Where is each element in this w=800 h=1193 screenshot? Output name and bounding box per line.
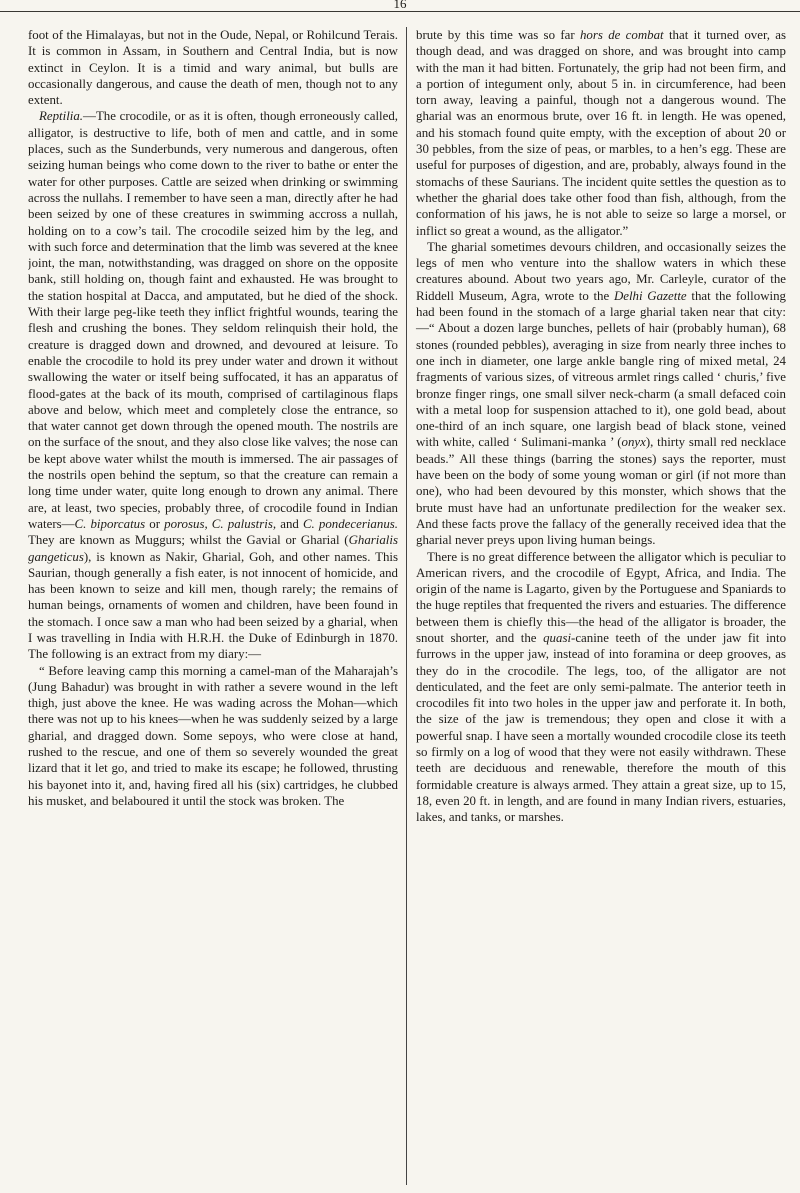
page-number: 16 — [393, 0, 407, 11]
paragraph-reptilia: Reptilia.—The crocodile, or as it is often, though erroneously called, alligator, is destructive to life, both of men and cattle, and in some places, such as the Sunderbunds, very numerous and dangerous, often seizing human beings who come down to the river to bathe or enter the water for other purposes. Cattle are seized when drinking or swimming across the nullahs. I remember to have seen a man, directly after he had been seized by one of these creatures in swimming accross a nullah, holding on to a cow’s tail. The crocodile seized him by the leg, and with such force and determination that the limb was severed at the knee joint, the man, notwithstanding, was dragged on shore on the opposite bank, still holding on, though faint and exhausted. He was brought to the station hospital at Dacca, and amputated, but he died of the shock. With their large peg-like teeth they inflict frightful wounds, tearing the flesh and crushing the bones. They seldom relinquish their hold, the creature is dragged down and drowned, and devoured at leisure. To enable the crocodile to hold its prey under water and drown it without swallowing the water or itself being suffocated, it has an apparatus of flood-gates at the back of its mouth, comprised of cartilaginous flaps above and below, which meet and completely close the entrance, so that water cannot get down through the opened mouth. The nostrils are on the surface of the snout, and they also close like valves; the nose can be kept above water whilst the mouth is immersed. The air passages of the nostrils open behind the septum, so that the creature can remain a long time under water, quite long enough to drown any animal. There are, at least, two species, probably three, of crocodile found in Indian waters—C. biporcatus or porosus, C. palustris, and C. pondecerianus. They are known as Muggurs; whilst the Gavial or Gharial (Gharialis gangeticus), is known as Nakir, Gharial, Goh, and other names. This Saurian, though generally a fish eater, is not innocent of homicide, and has been known to seize and kill men, though rarely; the remains of human beings, ornaments of women and children, have been found in the stomach. I once saw a man who had been seized by a gharial, when I was travelling in India with H.R.H. the Duke of Edinburgh in 1870. The following is an extract from my diary:— — [28, 109, 399, 662]
paragraph-diary-continued: brute by this time was so far hors de combat that it turned over, as though dead, and was dragged on shore, and was brought into camp with the man it had bitten. Fortunately, the grip had not been firm, and a portion of integument only, about 5 in. in circumference, had been torn away, leaving a painful, though not a dangerous wound. The gharial was an enormous brute, over 16 ft. in length. He was opened, and his stomach found quite empty, with the exception of about 20 or 30 pebbles, from the size of peas, or marbles, to a hen’s egg. These are useful for purposes of digestion, and are, probably, always found in the stomachs of these Saurians. The incident quite settles the question as to whether the gharial does take other food than fish, although, from the conformation of his jaws, he is not able to seize so large a morsel, or inflict so great a wound, as the alligator.” — [416, 28, 786, 238]
right-column — [407, 27, 786, 1185]
paragraph-alligator-vs-crocodile: There is no great difference between the alligator which is peculiar to American rivers, and the crocodile of Egypt, Africa, and India. The origin of the name is Lagarto, given by the Portuguese and Spaniards to the huge reptiles that frequented the rivers and estuaries. The difference between them is chiefly this—the head of the alligator is broader, the snout shorter, and the quasi-canine teeth of the under jaw fit into furrows in the upper jaw, instead of into foramina or deep grooves, as they do in the crocodile. The legs, too, of the alligator are not denticulated, and the feet are only semi-palmate. The anterior teeth in crocodiles fit into two holes in the upper jaw and perforate it. In both, the size of the jaw is tremendous; they open and close it with a powerful snap. I have seen a mortally wounded crocodile close its teeth so firmly on a log of wood that they were not easily withdrawn. These teeth are deciduous and renewable, therefore the mouth of this formidable creature is always armed. They attain a great size, up to 15, 18, even 20 ft. in length, and are found in many Indian rivers, estuaries, lakes, and tanks, or marshes. — [416, 549, 786, 825]
paragraph-bison-end: foot of the Himalayas, but not in the Oude, Nepal, or Rohilcund Terais. It is common in Assam, in Southern and Central India, but is now extinct in Ceylon. It is a timid and wary animal, but bulls are occasionally dangerous, and cause the death of men, though not to any extent. — [28, 28, 398, 108]
paragraph-gharial-stomach: The gharial sometimes devours children, and occasionally seizes the legs of men who venture into the shallow waters in which these creatures abound. About two years ago, Mr. Carleyle, curator of the Riddell Museum, Agra, wrote to the Delhi Gazette that the following had been found in the stomach of a large gharial taken near that city:—“ About a dozen large bunches, pellets of hair (probably human), 68 stones (rounded pebbles), averaging in size from nearly three inches to one inch in diameter, one large ankle bangle ring of mixed metal, 24 fragments of various sizes, of vitreous armlet rings called ‘ churis,’ five bronze finger rings, one small silver neck-charm (a small defaced coin with a metal loop for suspension attached to it), one gold bead, about one-third of an inch square, one largish bead of black stone, veined with white, called ‘ Sulimani-manka ’ (onyx), thirty small red necklace beads.” All these things (barring the stones) says the reporter, must have been on the body of some young woman or girl (if not more than one), who had been devoured by this monster, which shows that the brute must have had an unfortunate predilection for the weaker sex. And these facts prove the fallacy of the generally received idea that the gharial never preys upon living human beings. — [416, 239, 786, 548]
header-rule — [0, 11, 800, 12]
paragraph-diary-extract: “ Before leaving camp this morning a camel-man of the Maharajah’s (Jung Bahadur) was brought in with rather a severe wound in the left thigh, just above the knee. He was wading across the Mohan—which there was not up to his knees—when he was suddenly seized by a large gharial, and dragged down. Some sepoys, who were close at hand, rushed to the rescue, and one of them so severely wounded the great lizard that it let go, and tried to make its escape; he followed, thrusting his bayonet into it, and, having fired all his (six) cartridges, he clubbed his musket, and belaboured it until the stock was broken. The — [28, 663, 398, 808]
article-body — [28, 27, 788, 1187]
left-column — [28, 27, 407, 1185]
section-heading-reptilia: Reptilia. — [39, 109, 84, 124]
